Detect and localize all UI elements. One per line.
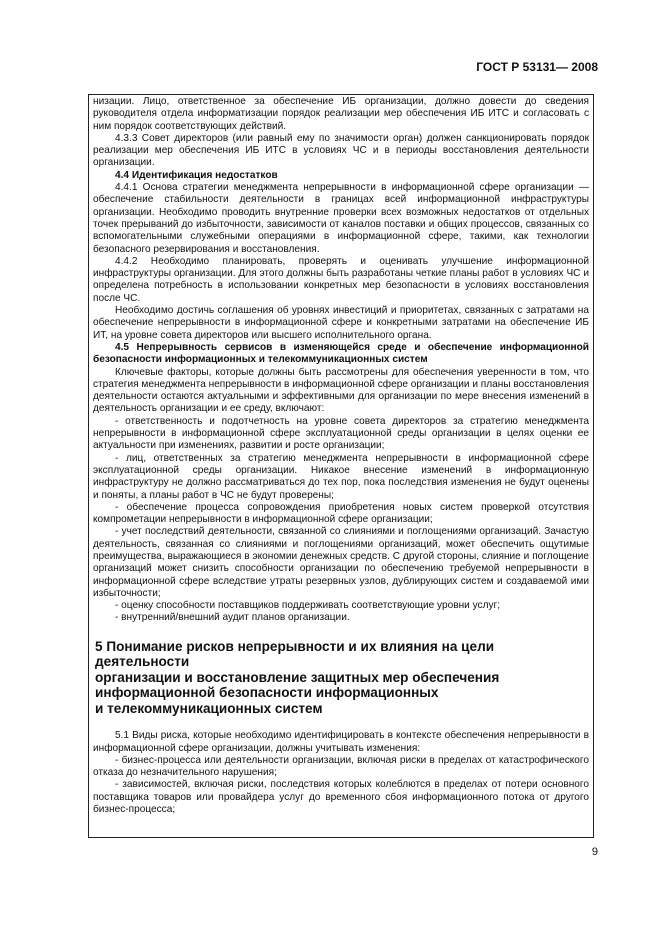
document-code: ГОСТ Р 53131— 2008 xyxy=(476,60,598,74)
section-5-title xyxy=(93,639,589,717)
list-item-business-process: - бизнес-процесса или деятельности организации, включая риски в пределах от катастрофического отказа до незначительного нарушения; xyxy=(93,754,589,779)
list-item-mergers: - учет последствий деятельности, связанной со слияниями и поглощениями организаций. Зачастую деятельность, связанная со слияниями и поглощениями организаций, может обеспечить ощутимые преимущества, выражающиеся в экономии денежных средств. С другой стороны, слияние и поглощение организаций может снизить способности организации по обеспечению требуемой непрерывности в информационной сфере вследствие утраты резервных узлов, дублирующих систем и создаваемой ими избыточности; xyxy=(93,526,589,599)
list-item-audit: - внутренний/внешний аудит планов организации. xyxy=(115,612,350,624)
paragraph-4-4-2: 4.4.2 Необходимо планировать, проверять и оценивать улучшение информационной инфраструктуры организации. Для этого должны быть разработаны четкие планы работ в условиях ЧС и определена потребность в использовании конкретных мер безопасности в условиях восстановления после ЧС. xyxy=(93,255,589,304)
section-title-line: организации и восстановление защитных мер обеспечения xyxy=(95,669,500,685)
list-item-suppliers: - оценку способности поставщиков поддерживать соответствующие уровни услуг; xyxy=(115,600,501,612)
page-content-frame xyxy=(88,94,594,838)
paragraph-key-factors: Ключевые факторы, которые должны быть рассмотрены для обеспечения уверенности в том, что стратегия менеджмента непрерывности в информационной сфере организации и планы восстановления деятельности остаются актуальными и эффективными для организации по мере внесения изменений в деятельность организации и ее среду, включают: xyxy=(93,366,589,415)
list-item-dependencies: - зависимостей, включая риски, последствия которых колеблются в пределах от потери основного поставщика товаров или провайдера услуг до временного сбоя информационного потока от другого бизнес-процесса; xyxy=(93,779,589,816)
paragraph-investment-agreement: Необходимо достичь соглашения об уровнях инвестиций и приоритетах, связанных с затратами на обеспечение непрерывности в информационной сфере и конкретными затратами на обеспечение ИБ ИТ, на уровне совета директоров или высшего исполнительного органа. xyxy=(93,305,589,341)
heading-4-4: 4.4 Идентификация недостатков xyxy=(115,169,278,181)
paragraph-4-4-1: 4.4.1 Основа стратегии менеджмента непрерывности в информационной сфере организации — обеспечение стабильности деятельности в границах всей информационной инфраструктуры организации. Необходимо проводить внутренние проверки всех возможных недостатков от отдельных точек прерываний до избыточности, зависимости от каналов поставки и общих процессов, связанных со вспомогательными служебными операциями в информационной сфере, такими, как технологии безопасного резервирования и восстановления. xyxy=(93,182,589,255)
heading-4-5: 4.5 Непрерывность сервисов в изменяющейся среде и обеспечение информационной безопасности информационных и телекоммуникационных систем xyxy=(93,341,589,366)
list-item-responsibility: - ответственность и подотчетность на уровне совета директоров за стратегию менеджмента непрерывности в информационной сфере эксплуатационной среды организации в целях оценки ее актуальности при изменениях, развитии и росте организации; xyxy=(93,415,589,452)
list-item-acquisition: - обеспечение процесса сопровождения приобретения новых систем проверкой отсутствия компрометации непрерывности в информационной сфере организации; xyxy=(93,501,589,526)
list-item-persons: - лиц, ответственных за стратегию менеджмента непрерывности в информационной сфере эксплуатационной среды организации. Никакое внесение изменений в информационную инфраструктуру не должно рассматриваться до тех пор, пока последствия изменения не будут оценены и поняты, а планы работ в ЧС не будут проверены; xyxy=(93,452,589,501)
paragraph-4-3-3: 4.3.3 Совет директоров (или равный ему по значимости орган) должен санкционировать порядок реализации мер обеспечения ИБ ИТС в условиях ЧС и в периоды восстановления деятельности организации. xyxy=(93,132,589,169)
paragraph-continuation: низации. Лицо, ответственное за обеспечение ИБ организации, должно довести до сведения руководителя отдела информатизации порядок реализации мер обеспечения ИБ ИТС и согласовать с ним порядок соответствующих действий. xyxy=(93,96,589,132)
section-title-line: 5 Понимание рисков непрерывности и их влияния на цели деятельности xyxy=(95,638,495,670)
section-title-line: и телекоммуникационных систем xyxy=(95,700,323,716)
paragraph-5-1: 5.1 Виды риска, которые необходимо идентифицировать в контексте обеспечения непрерывности в информационной сфере организации, должны учитывать изменения: xyxy=(93,730,589,754)
section-title-line: информационной безопасности информационных xyxy=(95,685,439,701)
page-number: 9 xyxy=(591,846,598,858)
